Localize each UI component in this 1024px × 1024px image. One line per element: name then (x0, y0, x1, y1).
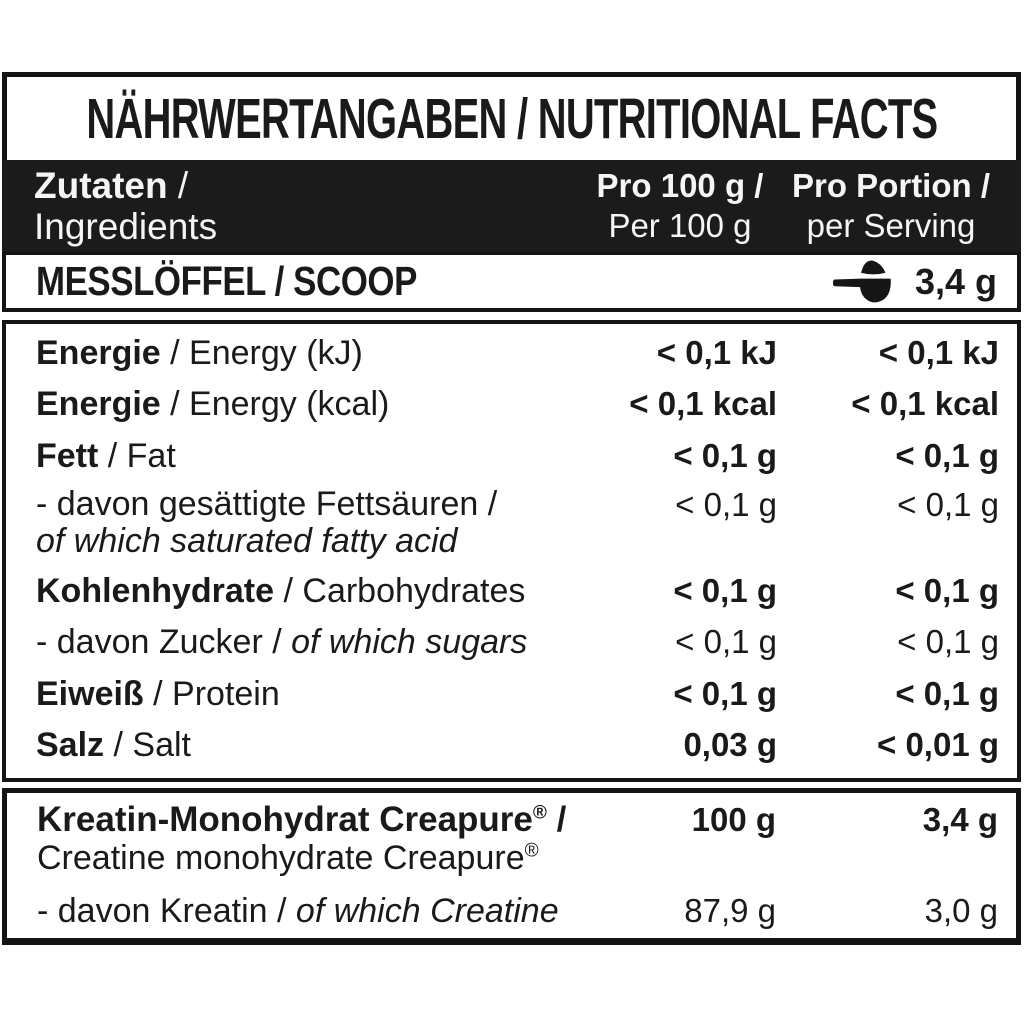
header-per-100g: Pro 100 g / Per 100 g (596, 167, 764, 244)
value-per-100g: < 0,1 g (673, 571, 777, 609)
page-title: NÄHRWERTANGABEN / NUTRITIONAL FACTS (85, 86, 938, 151)
table-row-fat: Fett / Fat < 0,1 g < 0,1 g (36, 436, 999, 475)
title-box (2, 72, 1021, 160)
table-row-sugars: - davon Zucker / of which sugars < 0,1 g < 0,1 g (36, 623, 999, 662)
scoop-grams: 3,4 g (914, 260, 997, 302)
value-per-serving: < 0,1 g (897, 486, 999, 524)
value-per-serving: < 0,1 g (895, 436, 999, 474)
value-per-100g: < 0,1 kcal (629, 385, 777, 423)
table-row-of-which-creatine: - davon Kreatin / of which Creatine 87,9 g 3,0 g (37, 892, 998, 930)
table-row-creatine-monohydrate: Kreatin-Monohydrat Creapure® / Creatine monohydrate Creapure® 100 g 3,4 g (37, 800, 998, 877)
table-row-protein: Eiweiß / Protein < 0,1 g < 0,1 g (36, 674, 999, 713)
value-per-serving: 3,4 g (922, 801, 998, 838)
value-per-serving: < 0,1 g (897, 623, 999, 661)
table-row-saturated-fat: - davon gesättigte Fettsäuren / of which saturated fatty acid < 0,1 g < 0,1 g (36, 485, 999, 561)
header-per-serving: Pro Portion / per Serving (792, 167, 990, 244)
header-ingredients-en: Ingredients (34, 206, 218, 247)
value-per-serving: 3,0 g (924, 892, 998, 929)
table-row-energy-kcal: Energie / Energy (kcal) < 0,1 kcal < 0,1 kcal (36, 385, 999, 424)
registered-trademark-icon: ® (524, 840, 539, 862)
value-per-100g: < 0,1 g (675, 623, 777, 661)
nutrient-table-body (2, 320, 1021, 782)
column-header-bar (2, 160, 1021, 252)
table-row-salt: Salz / Salt 0,03 g < 0,01 g (36, 725, 999, 764)
value-per-100g: < 0,1 g (673, 674, 777, 712)
scoop-row (2, 252, 1021, 312)
value-per-100g: 100 g (691, 801, 776, 838)
value-per-100g: < 0,1 g (675, 486, 777, 524)
table-row-energy-kj: Energie / Energy (kJ) < 0,1 kJ < 0,1 kJ (36, 334, 999, 372)
value-per-100g: < 0,1 g (673, 436, 777, 474)
value-per-serving: < 0,1 g (895, 571, 999, 609)
scoop-value-group (833, 257, 997, 307)
value-per-serving: < 0,1 g (895, 674, 999, 712)
creatine-section (2, 788, 1021, 945)
value-per-serving: < 0,01 g (877, 725, 999, 763)
value-per-100g: 87,9 g (684, 892, 776, 929)
value-per-100g: 0,03 g (683, 725, 777, 763)
scoop-icon (833, 257, 899, 307)
scoop-label: MESSLÖFFEL / SCOOP (36, 258, 417, 304)
header-ingredients-de: Zutaten / (34, 165, 189, 206)
registered-trademark-icon: ® (532, 802, 547, 824)
value-per-100g: < 0,1 kJ (656, 334, 777, 371)
value-per-serving: < 0,1 kcal (851, 385, 999, 423)
header-ingredients (34, 165, 585, 247)
value-per-serving: < 0,1 kJ (878, 334, 999, 371)
table-row-carbohydrates: Kohlenhydrate / Carbohydrates < 0,1 g < 0,1 g (36, 571, 999, 610)
nutrition-facts-table (2, 72, 1021, 945)
